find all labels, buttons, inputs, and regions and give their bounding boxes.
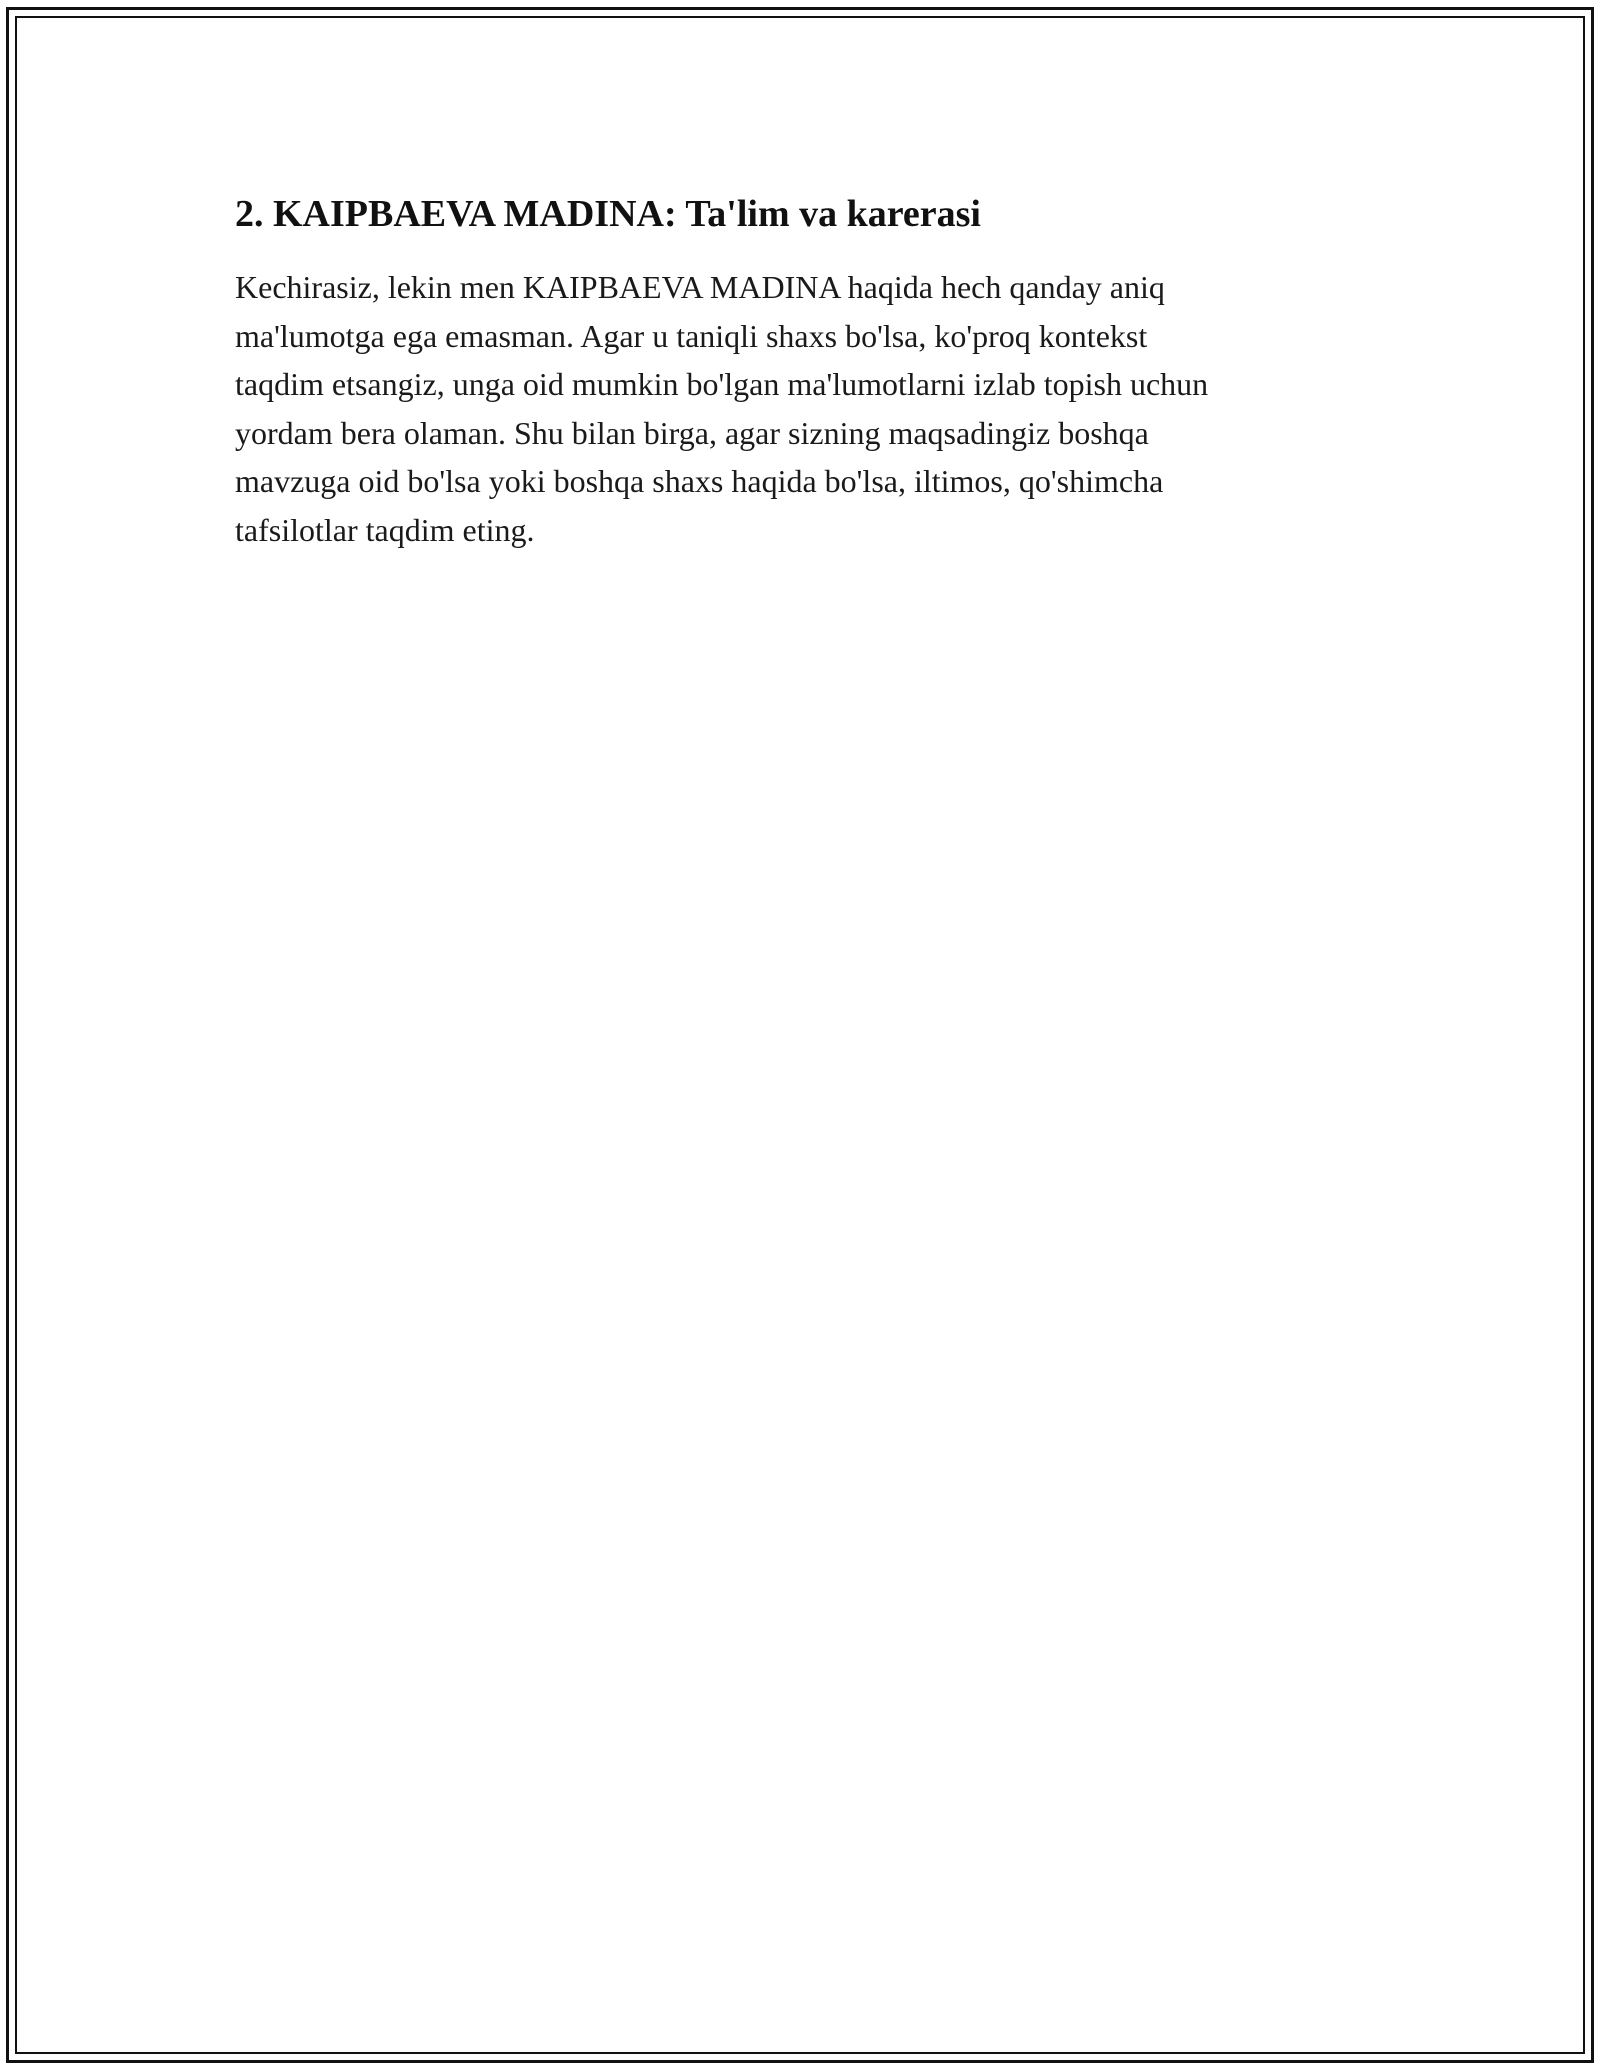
paragraph-line: mavzuga oid bo'lsa yoki boshqa shaxs haqida bo'lsa, iltimos, qo'shimcha — [235, 463, 1164, 499]
paragraph-line: tafsilotlar taqdim eting. — [235, 511, 535, 548]
document-body — [235, 185, 1365, 554]
paragraph-line: taqdim etsangiz, unga oid mumkin bo'lgan ma'lumotlarni izlab topish uchun — [235, 366, 1209, 402]
section-heading: 2. KAIPBAEVA MADINA: Ta'lim va karerasi — [235, 193, 981, 235]
body-paragraph — [235, 263, 1365, 554]
paragraph-line: Kechirasiz, lekin men KAIPBAEVA MADINA haqida hech qanday aniq — [235, 269, 1165, 305]
paragraph-line: ma'lumotga ega emasman. Agar u taniqli shaxs bo'lsa, ko'proq kontekst — [235, 317, 1148, 354]
paragraph-line: yordam bera olaman. Shu bilan birga, agar sizning maqsadingiz boshqa — [235, 414, 1149, 451]
